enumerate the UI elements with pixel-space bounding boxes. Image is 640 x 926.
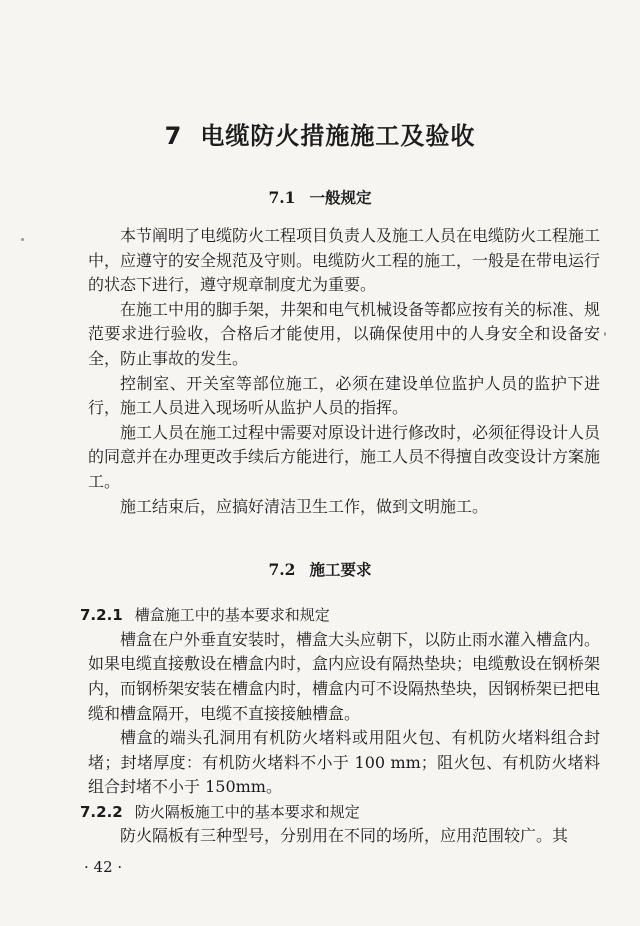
section-number: 7.2 — [268, 560, 296, 579]
chapter-number: 7 — [164, 122, 183, 150]
page-number: · 42 · — [84, 858, 123, 876]
clause-title: 槽盒施工中的基本要求和规定 — [134, 606, 330, 625]
clause-number: 7.2.2 — [80, 802, 123, 821]
chapter-title-text: 电缆防火措施施工及验收 — [200, 122, 476, 150]
paragraph: 槽盒的端头孔洞用有机防火堵料或用阻火包、有机防火堵料组合封堵；封堵厚度：有机防火堵料不小于 100 mm；阻火包、有机防火堵料组合封堵不小于 150mm。 — [88, 728, 600, 797]
paragraph: 施工人员在施工过程中需要对原设计进行修改时，必须征得设计人员的同意并在办理更改手续后方能进行，施工人员不得擅自改变设计方案施工。 — [88, 422, 601, 491]
clause-heading-7-2-1 — [80, 603, 600, 628]
clause-number: 7.2.1 — [80, 606, 123, 625]
paragraph: 施工结束后，应搞好清洁卫生工作，做到文明施工。 — [120, 496, 489, 516]
paragraph: 防火隔板有三种型号，分别用在不同的场所，应用范围较广。其 — [120, 826, 569, 846]
body-text — [80, 224, 601, 849]
section-title-7-2-label — [0, 558, 640, 580]
section-title-7-1 — [0, 186, 640, 208]
paragraph: 本节阐明了电缆防火工程项目负责人及施工人员在电缆防火工程施工中，应遵守的安全规范及守则。电缆防火工程的施工，一般是在带电运行的状态下进行，遵守规章制度尤为重要。 — [88, 226, 601, 295]
chapter-title — [0, 116, 640, 151]
clause-title: 防火隔板施工中的基本要求和规定 — [134, 802, 360, 821]
section-title-text: 一般规定 — [309, 189, 372, 207]
clause-heading-7-2-2 — [80, 800, 600, 825]
paragraph: 控制室、开关室等部位施工，必须在建设单位监护人员的监护下进行，施工人员进入现场听从监护人员的指挥。 — [88, 373, 600, 418]
paragraph: 槽盒在户外垂直安装时，槽盒大头应朝下，以防止雨水灌入槽盒内。如果电缆直接敷设在槽盒内时，盒内应设有隔热垫块；电缆敷设在钢桥架内，而钢桥架安装在槽盒内时，槽盒内可不设隔热垫块，因钢桥架已把电缆和槽盒隔开，电缆不直接接触槽盒。 — [88, 629, 601, 723]
paragraph: 在施工中用的脚手架，井架和电气机械设备等都应按有关的标准、规范要求进行验收，合格后才能使用，以确保使用中的人身安全和设备安全，防止事故的发生。 — [88, 299, 601, 368]
section-number: 7.1 — [268, 188, 296, 207]
scan-speck — [604, 332, 606, 336]
section-title-text: 施工要求 — [309, 561, 372, 579]
section-title-7-2 — [88, 519, 600, 562]
scan-speck — [21, 238, 24, 241]
